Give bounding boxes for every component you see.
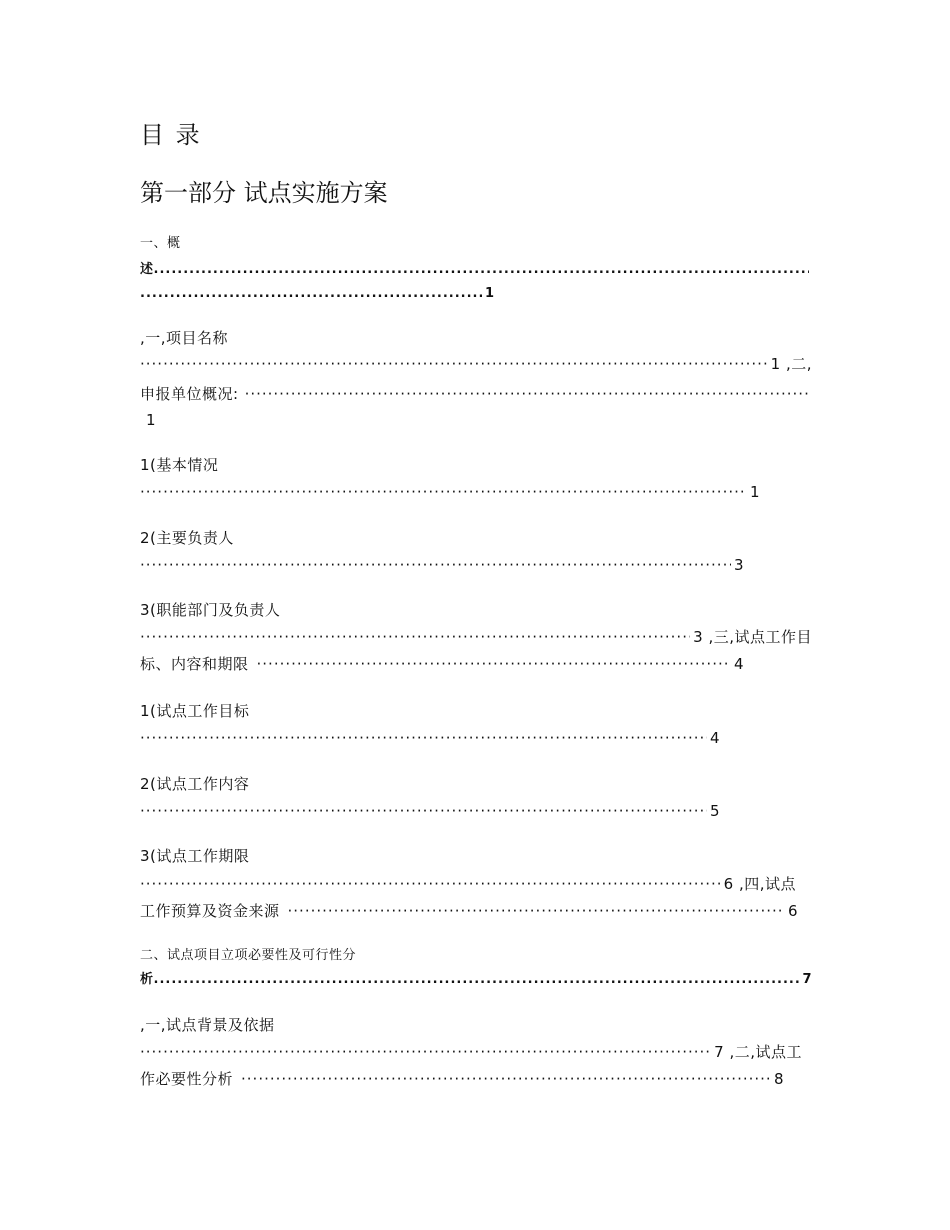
- toc-section-1-continuation: [140, 260, 812, 280]
- toc-entry-pilot-goal-page: 4: [709, 729, 720, 747]
- toc-entry-pilot-period: 3(试点工作期限: [140, 847, 250, 865]
- toc-entry-pilot-content: 2(试点工作内容: [140, 775, 250, 793]
- toc-leader-dots: [154, 970, 800, 990]
- toc-section-1-cont-text: 述: [140, 262, 154, 277]
- toc-entry-goals-page: 4: [733, 655, 744, 673]
- toc-entry-goals: [140, 654, 744, 674]
- toc-entry-pilot-goal: 1(试点工作目标: [140, 702, 250, 720]
- toc-entry-budget-page: 6: [787, 902, 798, 920]
- toc-entry-departments: 3(职能部门及负责人: [140, 601, 281, 619]
- toc-entry-pilot-goal-dots: [140, 728, 720, 748]
- toc-leader-dots: [140, 284, 482, 304]
- toc-leader-dots: [154, 260, 809, 280]
- toc-leader-dots: [140, 874, 721, 894]
- toc-entry-necessity: [140, 1069, 784, 1089]
- toc-section-1-dots-line: [140, 284, 812, 304]
- toc-entry-principal-page: 3: [733, 556, 744, 574]
- toc-leader-dots: [241, 1069, 771, 1089]
- toc-entry-budget: [140, 901, 798, 921]
- toc-entry-departments-dots: [140, 627, 812, 647]
- toc-leader-dots: [140, 1042, 711, 1062]
- toc-entry-budget-label: 工作预算及资金来源: [140, 902, 280, 920]
- toc-leader-dots: [140, 354, 768, 374]
- toc-leader-dots: [257, 654, 731, 674]
- toc-entry-pilot-content-page: 5: [709, 802, 720, 820]
- toc-entry-necessity-label: 作必要性分析: [140, 1070, 234, 1088]
- toc-title: 目 录: [140, 121, 202, 149]
- toc-section-2-label: 二、试点项目立项必要性及可行性分: [140, 948, 357, 963]
- toc-section-1-page: 1: [485, 286, 495, 301]
- toc-entry-applicant: [140, 384, 812, 404]
- toc-section-2-continuation: [140, 970, 812, 990]
- toc-entry-project-name: ,一,项目名称: [140, 329, 229, 347]
- toc-entry-departments-page: 3 ,三,试点工作目: [693, 628, 812, 646]
- toc-leader-dots: [140, 801, 707, 821]
- toc-leader-dots: [140, 728, 707, 748]
- toc-entry-project-name-dots: [140, 354, 812, 374]
- toc-entry-pilot-period-dots: [140, 874, 796, 894]
- part-heading: 第一部分 试点实施方案: [140, 179, 388, 207]
- toc-entry-background-page: 7 ,二,试点工: [714, 1043, 802, 1061]
- toc-entry-principal-dots: [140, 555, 744, 575]
- toc-entry-pilot-content-dots: [140, 801, 720, 821]
- toc-leader-dots: [140, 482, 747, 502]
- toc-leader-dots: [245, 384, 809, 404]
- toc-leader-dots: [140, 555, 731, 575]
- toc-entry-necessity-page: 8: [773, 1070, 784, 1088]
- toc-entry-background-dots: [140, 1042, 802, 1062]
- toc-entry-principal: 2(主要负责人: [140, 529, 234, 547]
- toc-entry-goals-label: 标、内容和期限: [140, 655, 249, 673]
- toc-section-2-page: 7: [802, 972, 812, 987]
- toc-entry-basic-info-dots: [140, 482, 760, 502]
- toc-entry-applicant-page: 1: [146, 411, 157, 429]
- toc-entry-applicant-label: 申报单位概况:: [140, 385, 239, 403]
- toc-leader-dots: [288, 901, 785, 921]
- toc-entry-background: ,一,试点背景及依据: [140, 1016, 275, 1034]
- toc-section-2-cont-text: 析: [140, 972, 154, 987]
- toc-section-1-label: 一、概: [140, 236, 181, 251]
- toc-leader-dots: [140, 627, 690, 647]
- toc-entry-basic-info-page: 1: [749, 483, 760, 501]
- toc-entry-basic-info: 1(基本情况: [140, 456, 219, 474]
- toc-entry-project-name-page: 1 ,二,: [770, 355, 812, 373]
- toc-entry-pilot-period-page: 6 ,四,试点: [723, 875, 796, 893]
